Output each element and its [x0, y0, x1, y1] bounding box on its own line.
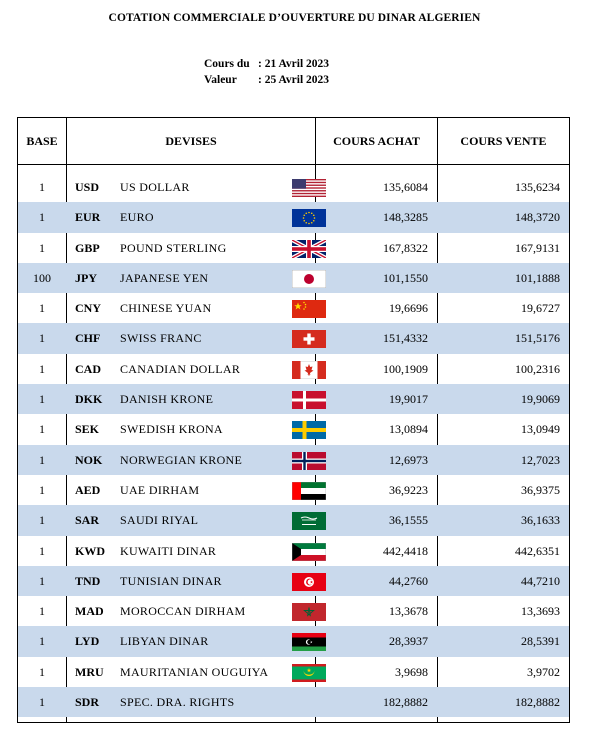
sell-rate: 13,3693 — [521, 604, 560, 619]
currency-name: SPEC. DRA. RIGHTS — [120, 695, 235, 710]
sell-rate: 19,6727 — [521, 301, 560, 316]
currency-code: SAR — [75, 513, 100, 528]
currency-name: NORWEGIAN KRONE — [120, 452, 243, 467]
sweden-flag-icon — [292, 421, 326, 439]
sell-rate: 182,8882 — [515, 695, 560, 710]
base-cell: 1 — [39, 573, 45, 588]
table-row — [18, 202, 569, 232]
table-row — [18, 536, 569, 566]
sell-rate: 101,1888 — [515, 270, 560, 285]
tunisia-flag-icon — [292, 573, 326, 591]
cours-date: : 21 Avril 2023 — [258, 58, 330, 70]
currency-code: MAD — [75, 604, 104, 619]
libya-flag-icon — [292, 633, 326, 651]
currency-code: AED — [75, 482, 101, 497]
rates-table — [17, 117, 570, 723]
buy-rate: 135,6084 — [383, 180, 428, 194]
table-row — [18, 687, 569, 717]
table-row — [18, 626, 569, 656]
header-base: BASE — [26, 134, 58, 148]
header-achat: COURS ACHAT — [333, 134, 420, 148]
canada-flag-icon — [292, 361, 326, 379]
buy-rate: 167,8322 — [383, 240, 428, 255]
currency-code: NOK — [75, 452, 103, 467]
sell-rate: 100,2316 — [515, 361, 560, 376]
table-row — [18, 657, 569, 687]
currency-code: LYD — [75, 634, 100, 649]
china-flag-icon — [292, 300, 326, 318]
eu-flag-icon — [292, 209, 326, 227]
currency-name: SWEDISH KRONA — [120, 422, 223, 437]
base-cell: 1 — [39, 452, 45, 467]
currency-name: US DOLLAR — [120, 180, 190, 194]
currency-code: SDR — [75, 695, 100, 710]
uk-flag-icon — [292, 240, 326, 258]
base-cell: 1 — [39, 240, 45, 255]
uae-flag-icon — [292, 482, 326, 500]
table-row — [18, 384, 569, 414]
base-cell: 1 — [39, 634, 45, 649]
currency-name: CANADIAN DOLLAR — [120, 361, 241, 376]
currency-name: LIBYAN DINAR — [120, 634, 209, 649]
sell-rate: 19,9069 — [521, 392, 560, 407]
base-cell: 1 — [39, 301, 45, 316]
table-row — [18, 172, 569, 202]
currency-code: CHF — [75, 331, 101, 346]
sell-rate: 151,5176 — [515, 331, 560, 346]
currency-name: MOROCCAN DIRHAM — [120, 604, 246, 619]
dates-block — [204, 56, 329, 88]
sell-rate: 44,7210 — [521, 573, 560, 588]
sell-rate: 36,9375 — [521, 482, 560, 497]
table-row — [18, 596, 569, 626]
base-cell: 1 — [39, 331, 45, 346]
buy-rate: 182,8882 — [383, 695, 428, 710]
buy-rate: 36,1555 — [389, 513, 428, 528]
saudi-flag-icon — [292, 512, 326, 530]
header-devises: DEVISES — [165, 134, 217, 148]
table-row — [18, 566, 569, 596]
table-header — [18, 118, 569, 165]
buy-rate: 442,4418 — [383, 543, 428, 558]
currency-name: UAE DIRHAM — [120, 482, 200, 497]
valeur-label: Valeur — [204, 74, 237, 86]
currency-name: SWISS FRANC — [120, 331, 202, 346]
currency-code: KWD — [75, 543, 105, 558]
currency-code: CAD — [75, 361, 101, 376]
buy-rate: 13,0894 — [389, 422, 428, 437]
base-cell: 1 — [39, 695, 45, 710]
buy-rate: 13,3678 — [389, 604, 428, 619]
buy-rate: 100,1909 — [383, 361, 428, 376]
currency-code: EUR — [75, 210, 101, 225]
currency-name: SAUDI RIYAL — [120, 513, 199, 528]
currency-name: POUND STERLING — [120, 240, 227, 255]
buy-rate: 19,6696 — [389, 301, 428, 316]
currency-code: TND — [75, 573, 101, 588]
base-cell: 1 — [39, 604, 45, 619]
table-row — [18, 505, 569, 535]
sell-rate: 135,6234 — [515, 180, 560, 194]
buy-rate: 44,2760 — [389, 573, 428, 588]
table-row — [18, 323, 569, 353]
denmark-flag-icon — [292, 391, 326, 409]
currency-code: DKK — [75, 392, 103, 407]
table-row — [18, 445, 569, 475]
currency-code: USD — [75, 180, 100, 194]
currency-code: SEK — [75, 422, 100, 437]
table-row — [18, 414, 569, 444]
sell-rate: 28,5391 — [521, 634, 560, 649]
header-vente: COURS VENTE — [460, 134, 547, 148]
base-cell: 1 — [39, 210, 45, 225]
table-row — [18, 233, 569, 263]
buy-rate: 12,6973 — [389, 452, 428, 467]
currency-name: CHINESE YUAN — [120, 301, 212, 316]
sell-rate: 442,6351 — [515, 543, 560, 558]
sell-rate: 36,1633 — [521, 513, 560, 528]
buy-rate: 36,9223 — [389, 482, 428, 497]
buy-rate: 101,1550 — [383, 270, 428, 285]
base-cell: 1 — [39, 543, 45, 558]
table-row — [18, 475, 569, 505]
currency-code: GBP — [75, 240, 100, 255]
sell-rate: 13,0949 — [521, 422, 560, 437]
cours-label: Cours du — [204, 58, 250, 70]
table-row — [18, 354, 569, 384]
currency-name: DANISH KRONE — [120, 392, 214, 407]
sell-rate: 12,7023 — [521, 452, 560, 467]
buy-rate: 148,3285 — [383, 210, 428, 225]
base-cell: 1 — [39, 482, 45, 497]
sell-rate: 3,9702 — [527, 664, 560, 679]
table-body — [18, 172, 569, 717]
table-row — [18, 263, 569, 293]
document-title: COTATION COMMERCIALE D’OUVERTURE DU DINAR ALGERIEN — [108, 12, 481, 24]
morocco-flag-icon — [292, 603, 326, 621]
buy-rate: 28,3937 — [389, 634, 428, 649]
base-cell: 1 — [39, 361, 45, 376]
norway-flag-icon — [292, 452, 326, 470]
currency-code: CNY — [75, 301, 101, 316]
currency-code: JPY — [75, 270, 97, 285]
swiss-flag-icon — [292, 330, 326, 348]
currency-code: MRU — [75, 664, 104, 679]
base-cell: 1 — [39, 392, 45, 407]
base-cell: 1 — [39, 513, 45, 528]
currency-name: MAURITANIAN OUGUIYA — [120, 664, 269, 679]
mauritania-flag-icon — [292, 664, 326, 682]
buy-rate: 151,4332 — [383, 331, 428, 346]
currency-name: TUNISIAN DINAR — [120, 573, 222, 588]
valeur-date: : 25 Avril 2023 — [258, 74, 330, 86]
currency-name: KUWAITI DINAR — [120, 543, 217, 558]
buy-rate: 19,9017 — [389, 392, 428, 407]
sell-rate: 148,3720 — [515, 210, 560, 225]
base-cell: 1 — [39, 664, 45, 679]
base-cell: 100 — [33, 270, 51, 285]
buy-rate: 3,9698 — [395, 664, 428, 679]
base-cell: 1 — [39, 422, 45, 437]
table-row — [18, 293, 569, 323]
sell-rate: 167,9131 — [515, 240, 560, 255]
currency-name: JAPANESE YEN — [120, 270, 209, 285]
kuwait-flag-icon — [292, 543, 326, 561]
us-flag-icon — [292, 179, 326, 197]
currency-name: EURO — [120, 210, 154, 225]
japan-flag-icon — [292, 270, 326, 288]
base-cell: 1 — [39, 180, 45, 194]
